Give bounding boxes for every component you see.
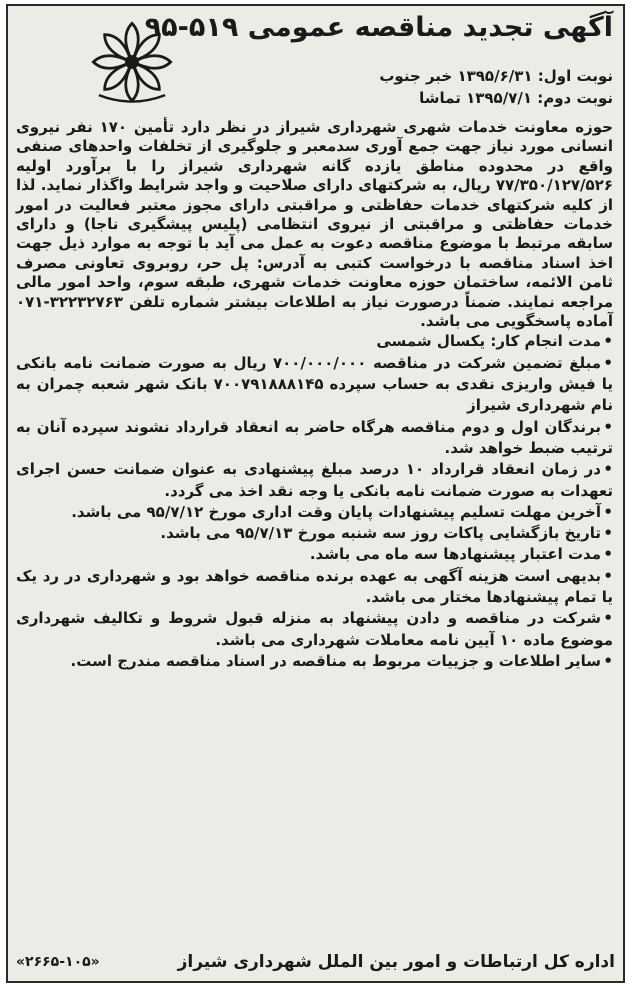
notice-paper	[6, 4, 625, 983]
publication-round-1: نوبت اول: ۱۳۹۵/۶/۳۱ خبر جنوب	[379, 67, 613, 85]
notice-body	[16, 118, 613, 672]
condition-item: •مبلغ تضمین شرکت در مناقصه ۷۰۰/۰۰۰/۰۰۰ ریال به صورت ضمانت نامه بانکی یا فیش واریزی نقدی به حساب سپرده ۷۰۰۷۹۱۸۸۸۱۴۵ بانک شهر شعبه چمران به نام شهرداری شیراز	[16, 353, 613, 415]
condition-item: •برندگان اول و دوم مناقصه هرگاه حاضر به انعقاد قرارداد نشوند سپرده آنان به ترتیب ضبط خواهد شد.	[16, 417, 613, 457]
condition-item: •تاریخ بازگشایی پاکات روز سه شنبه مورخ ۹۵/۷/۱۳ می باشد.	[160, 524, 613, 543]
condition-item: •مدت اعتبار پیشنهادها سه ماه می باشد.	[309, 545, 613, 564]
notice-header	[8, 6, 623, 110]
condition-item: •آخرین مهلت تسلیم پیشنهادات پایان وقت اداری مورخ ۹۵/۷/۱۲ می باشد.	[71, 502, 613, 521]
notice-footer	[16, 949, 615, 975]
condition-item: •سایر اطلاعات و جزییات مربوط به مناقصه در اسناد مناقصه مندرج است.	[70, 651, 613, 670]
footer-code: «۲۶۶۵-۱۰۵»	[16, 954, 100, 970]
notice-title: آگهی تجدید مناقصه عمومی ۵۱۹-۹۵	[144, 12, 613, 43]
shiraz-municipality-logo-icon	[86, 16, 178, 108]
conditions-list	[16, 331, 613, 672]
footer-organization: اداره کل ارتباطات و امور بین الملل شهرداری شیراز	[177, 952, 615, 972]
publication-round-2: نوبت دوم: ۱۳۹۵/۷/۱ تماشا	[419, 89, 613, 107]
condition-item: •در زمان انعقاد قرارداد ۱۰ درصد مبلغ پیشنهادی به عنوان ضمانت حسن اجرای تعهدات به صورت ضمانت نامه بانکی یا وجه نقد اخذ می گردد.	[16, 460, 614, 500]
condition-item: •شرکت در مناقصه و دادن پیشنهاد به منزله قبول شروط و تکالیف شهرداری موضوع ماده ۱۰ آیین نامه معاملات شهرداری می باشد.	[16, 609, 613, 649]
notice-intro: حوزه معاونت خدمات شهری شهرداری شیراز در نظر دارد تأمین ۱۷۰ نفر نیروی انسانی مورد نیاز جهت جمع آوری سدمعبر و جلوگیری از تخلفات واحدهای صنفی واقع در محدوده مناطق یازده گانه شهرداری شیراز را با برآورد اولیه ۷۷/۳۵۰/۱۲۷/۵۲۶ ریال، به شرکتهای دارای صلاحیت و واجد شرایط واگذار نماید. لذا از کلیه شرکتهای خدمات حفاظتی و مراقبتی دارای مجوز معتبر فعالیت در امور خدمات حفاظتی و مراقبتی از نیروی انتظامی (پلیس پیشگیری ناجا) و دارای سابقه مرتبط با موضوع مناقصه دعوت به عمل می آید با توجه به موارد ذیل جهت اخذ اسناد مناقصه با درخواست کتبی به آدرس: پل حر، روبروی تعاونی مصرف ثامن الائمه، ساختمان حوزه معاونت خدمات شهری، طبقه سوم، واحد امور مالی مراجعه نمایند. ضمناً درصورت نیاز به اطلاعات بیشتر شماره تلفن ۳۲۲۳۲۷۶۳-۰۷۱ آماده پاسخگویی می باشد.	[16, 118, 613, 331]
condition-item: •بدیهی است هزینه آگهی به عهده برنده مناقصه خواهد بود و شهرداری در رد یک یا تمام پیشنهادها مختار می باشد.	[16, 566, 613, 607]
condition-item: •مدت انجام کار: یکسال شمسی	[376, 332, 613, 351]
